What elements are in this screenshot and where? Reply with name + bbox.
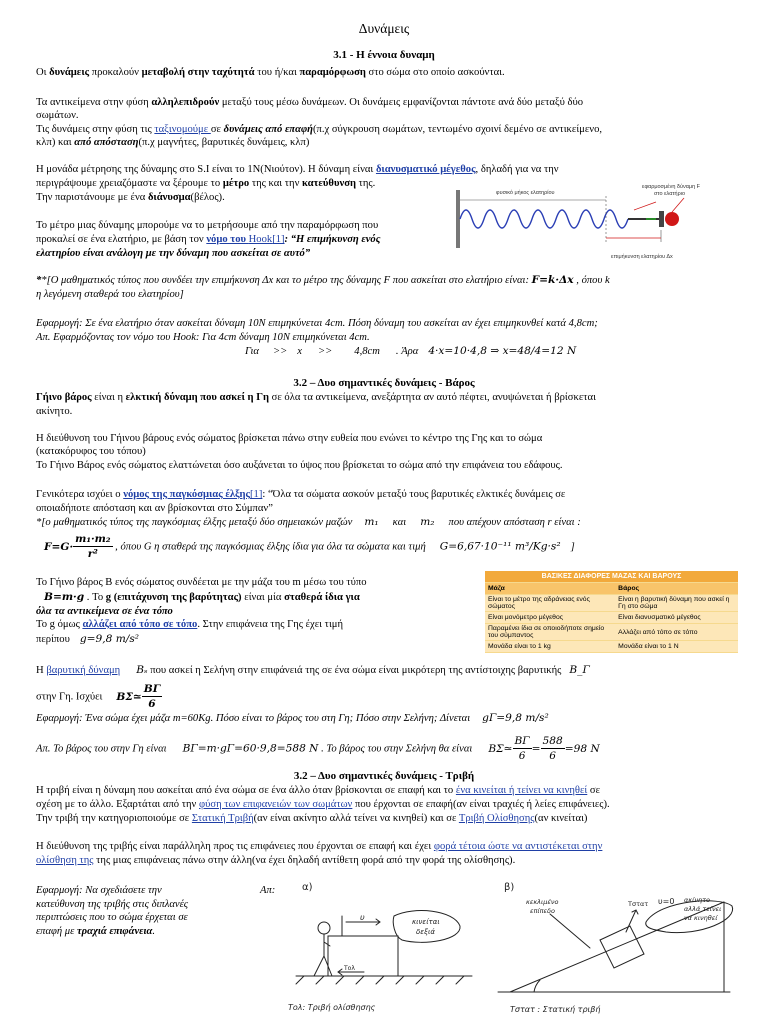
sketch-b-note-3: να κινηθεί: [684, 914, 718, 922]
velocity-icon: υ: [360, 913, 365, 922]
link-vector-quantity[interactable]: διανυσματικό μέγεθος: [375, 164, 476, 175]
formula-moon-weight: BΣ≃ $\frac{B\Gamma}{6}$: [116, 683, 161, 710]
incline-label-1: κεκλιμένο: [526, 898, 559, 906]
paragraph-forces-intro: Οι δυνάμεις προκαλούν μεταβολή στην ταχύτητά του ή/και παραμόρφωση στο σώμα στο οποίο ασκούνται.: [36, 67, 505, 78]
gravitation-formula-line: F=G· $\frac{\text{m₁·m₂}}{\text{r²}}$ , όπου G η σταθερά της παγκόσμιας έλξης ίδια για όλα τα σώματα και τιμή G=6,67·10⁻¹¹ m³/Kg·s² ]: [44, 533, 575, 560]
table-title: ΒΑΣΙΚΕΣ ΔΙΑΦΟΡΕΣ ΜΑΖΑΣ ΚΑΙ ΒΑΡΟΥΣ: [485, 571, 738, 583]
spring-coil: [460, 210, 628, 228]
force-point-icon: [665, 212, 679, 226]
paragraph-gravitation: Γενικότερα ισχύει ο νόμος της παγκόσμιας έλξης[1]: “Όλα τα σώματα ασκούν μεταξύ τους βαρυτικές ελκτικές δυνάμεις σε: [36, 489, 566, 500]
paragraph-moon-gravity: Η βαρυτική δύναμη Bₛ που ασκεί η Σελήνη στην επιφάνειά της σε ένα σώμα είναι μικρότερη της αντίστοιχης βαρυτικής B_Γ: [36, 664, 590, 676]
paragraph-friction-def-2: σχέση με το άλλο. Εξαρτάται από την φύση των επιφανειών των σωμάτων που έρχονται σε επαφή(αν είναι τραχιές ή λείες επιφάνειες).: [36, 799, 610, 810]
table-header-weight: Βάρος: [615, 583, 738, 595]
paragraph-hooke-3: ελατηρίου είναι ανάλογη με την δύναμη που ασκείται σε αυτό”: [36, 248, 311, 259]
link-hook[interactable]: Hook: [248, 234, 273, 245]
paragraph-interaction-2: σωμάτων.: [36, 110, 79, 121]
paragraph-gravitation-formula: *[ο μαθηματικός τύπος της παγκόσμιας έλξης μεταξύ δύο σημειακών μαζών m₁ και m₂ που απέχουν απόσταση r είναι :: [36, 516, 581, 528]
paragraph-friction-direction: Η διεύθυνση της τριβής είναι παράλληλη προς τις επιφάνειες που έρχονται σε επαφή και έχει φορά τέτοια ώστε να αντιστέκεται στην: [36, 841, 603, 852]
paragraph-hooke-2: προκαλεί σε ένα ελατήριο, με βάση τον νόμο του Hook[1]: “Η επιμήκυνση ενός: [36, 234, 381, 245]
paragraph-weight-mass-3: όλα τα αντικείμενα σε ένα τόπο: [36, 606, 173, 617]
link-sliding[interactable]: ολίσθηση της: [36, 855, 94, 866]
sketch-b-caption: Τστατ : Στατική τριβή: [510, 1005, 601, 1014]
sketch-a-caption: Τολ: Τριβή ολίσθησης: [288, 1003, 376, 1012]
link-ref-1[interactable]: [1]: [272, 234, 285, 245]
application-weight-answer: Απ. Το βάρος του στην Γη είναι BΓ=m·gΓ=60·9,8=588 N . Το βάρος του στην Σελήνη θα είναι BΣ≃ $\frac{B\Gamma}{6}$ = $\frac{588}{6}$ =98 N: [36, 735, 600, 762]
friction-sketch-b: [480, 876, 738, 1020]
paragraph-hooke: Το μέτρο μιας δύναμης μπορούμε να το μετρήσουμε από την παραμόρφωση που: [36, 220, 379, 231]
paragraph-interaction: Τα αντικείμενα στην φύση αλληλεπιδρούν μεταξύ τους μέσω δυνάμεων. Οι δυνάμεις εμφανίζονται πάντοτε ανά δύο μεταξύ δύο: [36, 97, 584, 108]
table-row: Παραμένει ίδια σε οποιοδήποτε σημείο του σύμπαντος Αλλάζει από τόπο σε τόπο: [485, 624, 738, 641]
sketch-b-note-1: ακίνητο: [684, 896, 710, 904]
paragraph-moon-gravity-2: στην Γη. Ισχύει BΣ≃ $\frac{B\Gamma}{6}$: [36, 683, 161, 710]
friction-arrow-label: Τολ: [344, 965, 355, 972]
paragraph-weight-def-2: ακίνητο.: [36, 406, 73, 417]
paragraph-weight-height: Το Γήινο Βάρος ενός σώματος ελαττώνεται όσο αυξάνεται το ύψος που βρίσκεται το σώμα από την επιφάνεια του εδάφους.: [36, 460, 563, 471]
velocity-zero-label: υ=0: [658, 897, 675, 906]
link-g-varies[interactable]: αλλάζει από τόπο σε τόπο: [82, 619, 198, 630]
static-friction-arrow-label: Τστατ: [628, 900, 649, 908]
section-heading-weight: 3.2 – Δυο σημαντικές δυνάμεις - Βάρος: [293, 377, 475, 389]
application-friction: Εφαρμογή: Να σχεδιάσετε την κατεύθυνση της τριβής στις διπλανές περιπτώσεις που το σώμα έρχεται σε επαφή με τραχιά επιφάνεια.: [36, 885, 189, 937]
paragraph-hooke-formula-2: η λεγόμενη σταθερά του ελατηρίου]: [36, 289, 184, 300]
link-moves-or-tends[interactable]: ένα κινείται ή τείνει να κινηθεί: [455, 785, 588, 796]
formula-hooke: F=k·Δx: [531, 274, 574, 286]
application-hooke-answer-2: Για >> x >> 4,8cm . Άρα 4·x=10·4,8 ⇒ x=48/4=12 N: [245, 345, 577, 357]
sketch-a-note-2: δεξιά: [416, 928, 435, 936]
label-applied-force: εφαρμοσμένη δύναμη F: [642, 184, 701, 190]
paragraph-unit: Η μονάδα μέτρησης της δύναμης στο S.I είναι το 1N(Νιούτον). Η δύναμη είναι διανυσματικό μέγεθος, δηλαδή για να την: [36, 164, 559, 175]
paragraph-weight-mass: Το Γήινο βάρος B ενός σώματος συνδέεται με την μάζα του m μέσω του τύπο: [36, 577, 367, 588]
link-ref-2[interactable]: [1]: [250, 489, 263, 500]
link-opposes-sliding[interactable]: φορά τέτοια ώστε να αντιστέκεται στην: [433, 841, 603, 852]
paragraph-friction-def: Η τριβή είναι η δύναμη που ασκείται από ένα σώμα σε ένα άλλο όταν βρίσκονται σε επαφή και το ένα κινείται ή τείνει να κινηθεί σε: [36, 785, 601, 796]
label-natural-length: φυσικό μήκος ελατηρίου: [496, 190, 555, 196]
link-classify[interactable]: ταξινομούμε: [154, 124, 211, 135]
paragraph-g-value: περίπου g=9,8 m/s²: [36, 633, 139, 645]
paragraph-weight-direction-2: (κατακόρυφος του τόπου): [36, 446, 146, 457]
link-static-friction[interactable]: Στατική Τριβή: [191, 813, 254, 824]
formula-gravitation: F=G· $\frac{\text{m₁·m₂}}{\text{r²}}$: [44, 533, 111, 560]
paragraph-friction-direction-2: ολίσθηση της της μιας επιφάνειας πάνω στην άλλη(να έχει δηλαδή αντίθετη φορά από την φορά της ολίσθησης).: [36, 855, 516, 866]
paragraph-friction-types: Την τριβή την κατηγοριοποιούμε σε Στατική Τριβή(αν είναι ακίνητο αλλά τείνει να κινηθεί) και σε Τριβή Ολίσθησης(αν κινείται): [36, 813, 588, 824]
answer-label: Απ:: [260, 885, 276, 896]
paragraph-unit-2: περιγράψουμε χρειαζόμαστε να ξέρουμε το μέτρο της και την κατεύθυνση της.: [36, 178, 376, 189]
friction-sketch-a: [284, 876, 474, 1020]
table-row: Είναι το μέτρο της αδράνειας ενός σώματος Είναι η βαρυτική δύναμη που ασκεί η Γη στο σώμα: [485, 595, 738, 612]
incline-label-2: επίπεδο: [530, 907, 556, 915]
application-hooke-question: Εφαρμογή: Σε ένα ελατήριο όταν ασκείται δύναμη 10N επιμηκύνεται 4cm. Πόση δύναμη του ασκείται αν έχει επιμηκυνθεί κατά 4,8cm;: [36, 318, 598, 329]
table-header-mass: Μάζα: [485, 583, 615, 595]
label-applied-force-2: στο ελατήριο: [654, 191, 686, 197]
mass-weight-table: [485, 571, 738, 653]
table-row: Μονάδα είναι το 1 kg Μονάδα είναι το 1 N: [485, 641, 738, 653]
paragraph-weight-def: Γήινο βάρος είναι η ελκτική δύναμη που ασκεί η Γη σε όλα τα αντικείμενα, ανεξάρτητα αν αυτό πέφτει, ανυψώνεται ή βρίσκεται: [36, 392, 596, 403]
label-extension: επιμήκυνση ελατηρίου Δx: [611, 254, 673, 260]
formula-g-value: g=9,8 m/s²: [79, 633, 139, 645]
table-row: Είναι μονόμετρο μέγεθος Είναι διανυσματικό μέγεθος: [485, 612, 738, 624]
paragraph-unit-3: Την παριστάνουμε με ένα διάνυσμα(βέλος).: [36, 192, 225, 203]
paragraph-weight-direction: Η διεύθυνση του Γήινου βάρους ενός σώματος βρίσκεται πάνω στην ευθεία που ενώνει το κέντρο της Γης και το σώμα: [36, 433, 543, 444]
link-kinetic-friction[interactable]: Τριβή Ολίσθησης: [458, 813, 535, 824]
wall-icon: [456, 190, 460, 248]
link-universal-gravitation[interactable]: νόμος της παγκόσμιας έλξης: [123, 489, 251, 500]
paragraph-g-varies: Το g όμως αλλάζει από τόπο σε τόπο. Στην επιφάνεια της Γης έχει τιμή: [36, 619, 344, 630]
paragraph-classification: Τις δυνάμεις στην φύση τις ταξινομούμε σε δυνάμεις από επαφή(π.χ σύγκρουση σωμάτων, τεντωμένο σχοινί δεμένο σε αντικείμενο,: [36, 124, 603, 135]
link-hooke-law[interactable]: νόμο του: [206, 234, 249, 245]
application-hooke-answer: Απ. Εφαρμόζοντας τον νόμο του Hook: Για 4cm δύναμη 10N επιμηκύνεται 4cm.: [36, 332, 370, 343]
page-title: Δυνάμεις: [358, 21, 410, 36]
sketch-a-note-1: κινείται: [412, 918, 440, 926]
sketch-b-note-2: αλλά τείνει: [684, 905, 722, 913]
paragraph-gravitation-2: οποιαδήποτε απόσταση και αν βρίσκονται στο Σύμπαν”: [36, 503, 273, 514]
sketch-b-label: β): [504, 882, 515, 893]
spring-diagram: [456, 176, 746, 262]
link-gravitational-force[interactable]: βαρυτική δύναμη: [46, 665, 121, 676]
application-weight-question: Εφαρμογή: Ένα σώμα έχει μάζα m=60Kg. Πόσο είναι το βάρος του στη Γη; Πόσο στην Σελήνη; Δίνεται gΓ=9,8 m/s²: [36, 712, 549, 724]
link-surface-nature[interactable]: φύση των επιφανειών των σωμάτων: [199, 799, 353, 810]
paragraph-hooke-formula: **[Ο μαθηματικός τύπος που συνδέει την επιμήκυνση Δx και το μέτρο της δύναμης F που ασκείται στο ελατήριο είναι: F=k·Δx , όπου k: [36, 274, 610, 286]
section-heading-3-1: 3.1 - Η έννοια δυναμη: [333, 49, 435, 61]
paragraph-classification-2: κλπ) και από απόσταση(π.χ μαγνήτες, βαρυτικές δυνάμεις, κλπ): [36, 137, 310, 148]
paragraph-weight-mass-2: B=m·g . Το g (επιτάχυνση της βαρύτητας) είναι μία σταθερά ίδια για: [44, 591, 360, 603]
sketch-a-label: α): [302, 882, 313, 893]
section-heading-friction: 3.2 – Δυο σημαντικές δυνάμεις - Τριβή: [293, 770, 475, 782]
